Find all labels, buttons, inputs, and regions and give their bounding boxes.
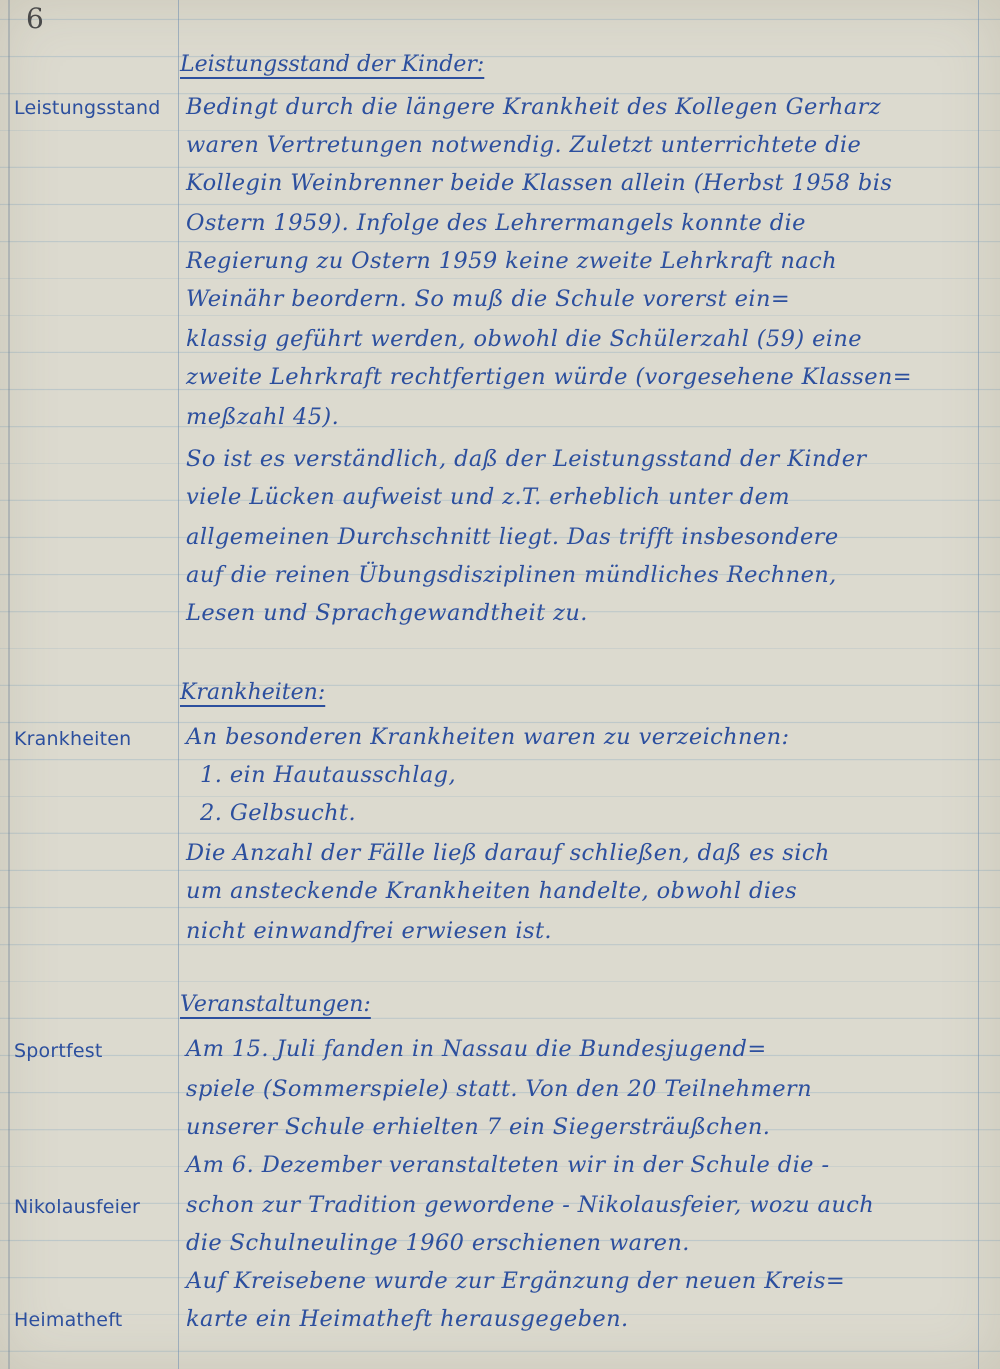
- text-line: Am 15. Juli fanden in Nassau die Bundesjugend=: [186, 1036, 767, 1062]
- text-line: So ist es verständlich, daß der Leistungsstand der Kinder: [186, 446, 867, 472]
- margin-note-heimatheft: Heimatheft: [14, 1309, 123, 1331]
- text-line: zweite Lehrkraft rechtfertigen würde (vorgesehene Klassen=: [186, 364, 913, 390]
- text-line: meßzahl 45).: [186, 404, 340, 430]
- text-line: Am 6. Dezember veranstalteten wir in der Schule die -: [186, 1152, 830, 1178]
- heading-leistungsstand: Leistungsstand der Kinder:: [180, 52, 485, 77]
- text-line: Bedingt durch die längere Krankheit des Kollegen Gerharz: [186, 94, 882, 120]
- text-line: um ansteckende Krankheiten handelte, obwohl dies: [186, 878, 798, 904]
- text-line: allgemeinen Durchschnitt liegt. Das trifft insbesondere: [186, 524, 839, 550]
- right-rule-line: [978, 0, 979, 1369]
- margin-note-leistungsstand: Leistungsstand: [14, 97, 161, 119]
- heading-veranstaltungen: Veranstaltungen:: [180, 992, 371, 1017]
- margin-note-nikolausfeier: Nikolausfeier: [14, 1196, 141, 1218]
- text-line: viele Lücken aufweist und z.T. erheblich unter dem: [186, 484, 791, 510]
- text-line: waren Vertretungen notwendig. Zuletzt unterrichtete die: [186, 132, 862, 158]
- text-line: unserer Schule erhielten 7 ein Siegersträußchen.: [186, 1114, 771, 1140]
- text-line: An besonderen Krankheiten waren zu verzeichnen:: [186, 724, 790, 750]
- text-line: Kollegin Weinbrenner beide Klassen allein (Herbst 1958 bis: [186, 170, 893, 196]
- margin-rule-line: [178, 0, 179, 1369]
- text-line: Lesen und Sprachgewandtheit zu.: [186, 600, 588, 626]
- list-item: 1. ein Hautausschlag,: [200, 762, 456, 788]
- text-line: Regierung zu Ostern 1959 keine zweite Lehrkraft nach: [186, 248, 837, 274]
- margin-note-krankheiten: Krankheiten: [14, 728, 132, 750]
- text-line: die Schulneulinge 1960 erschienen waren.: [186, 1230, 690, 1256]
- text-line: karte ein Heimatheft herausgegeben.: [186, 1306, 629, 1332]
- text-line: klassig geführt werden, obwohl die Schülerzahl (59) eine: [186, 326, 862, 352]
- text-line: nicht einwandfrei erwiesen ist.: [186, 918, 552, 944]
- text-line: Ostern 1959). Infolge des Lehrermangels konnte die: [186, 210, 806, 236]
- text-line: auf die reinen Übungsdisziplinen mündliches Rechnen,: [186, 562, 837, 588]
- list-item: 2. Gelbsucht.: [200, 800, 357, 826]
- text-line: Auf Kreisebene wurde zur Ergänzung der neuen Kreis=: [186, 1268, 846, 1294]
- left-edge-line: [8, 0, 10, 1369]
- text-line: spiele (Sommerspiele) statt. Von den 20 Teilnehmern: [186, 1076, 812, 1102]
- text-line: schon zur Tradition gewordene - Nikolausfeier, wozu auch: [186, 1192, 875, 1218]
- text-line: Weinähr beordern. So muß die Schule vorerst ein=: [186, 286, 791, 312]
- heading-krankheiten: Krankheiten:: [180, 680, 326, 705]
- margin-note-sportfest: Sportfest: [14, 1040, 103, 1062]
- text-line: Die Anzahl der Fälle ließ darauf schließen, daß es sich: [186, 840, 830, 866]
- page-number: 6: [26, 2, 44, 35]
